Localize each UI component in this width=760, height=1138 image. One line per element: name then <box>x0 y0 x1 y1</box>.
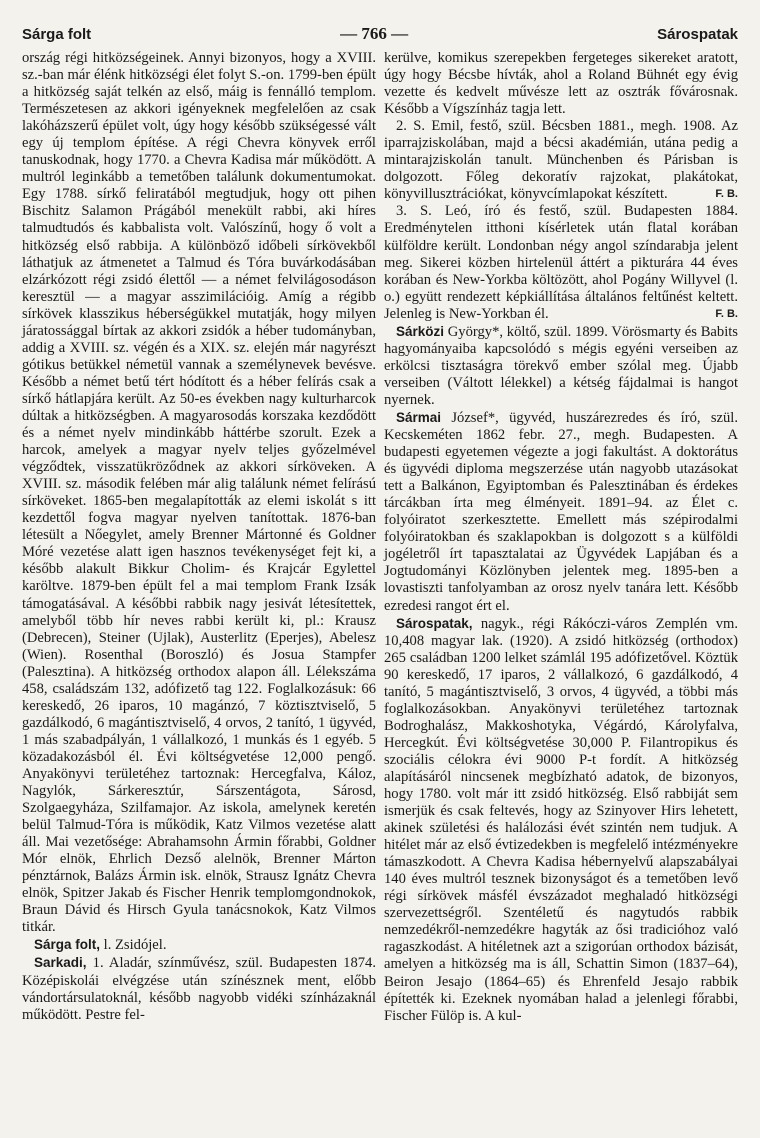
page-number: — 766 — <box>340 24 409 43</box>
entry-sarga-folt <box>22 936 376 954</box>
entry-sarkadi-continued: kerülve, komikus szerepekben fergeteges sikereket aratott, úgy hogy Bécsbe hívták, ahol a Roland Bühnét egy évig vezette és kedvelt művésze lett az osztrák fővárosnak. Később a Vígszínház tagja lett. <box>384 50 738 118</box>
entry-headword: Sármai <box>396 409 442 425</box>
left-column <box>22 50 376 1025</box>
author-signature: F. B. <box>715 307 738 320</box>
text-columns <box>22 50 738 1025</box>
author-signature: F. B. <box>715 188 738 201</box>
entry-text: 2. S. Emil, festő, szül. Bécsben 1881., megh. 1908. Az iparrajziskolában, majd a bécsi akadémián, utána pedig a mintarajziskolán tanult. Münchenben és Párisban is dolgozott. Főleg dekoratív rajzokat, plakátokat, könyvillusztrációkat, könyvcímlapokat készített. <box>384 118 738 203</box>
entry-text: 3. S. Leó, író és festő, szül. Budapesten 1884. Eredménytelen itthoni kísérletek után flatal korában külföldre került. Londonban négy angol színdarabja jelent meg. Sikerei közben hirtelenül áttért a pikturára 44 éves korában és New-Yorkba költözött, ahol Pogány Willyvel (l. o.) együtt rendezett képkiállítása általános feltűnést keltett. Jelenleg is New-Yorkban él. <box>384 203 738 322</box>
entry-text: György*, költő, szül. 1899. Vörösmarty és Babits hagyományaiba kapcsolódó s mégis egyéni verseiben az erkölcsi tisztaságra törekvő ember szólal meg. Újabb verseiben (Váltott lélekkel) a kétség fájdalmai is hangot nyernek. <box>384 323 738 408</box>
entry-sarkadi-leo <box>384 203 738 322</box>
entry-sarkadi-emil <box>384 118 738 203</box>
right-column <box>384 50 738 1025</box>
entry-text: l. Zsidójel. <box>100 937 167 954</box>
entry-sarkadi <box>22 954 376 1023</box>
paragraph-szekesfehervar-continued: ország régi hitközségeinek. Annyi bizonyos, hogy a XVIII. sz.-ban már élénk hitközségi élet folyt S.-on. 1799-ben épült a hitközség saját telkén az első, máig is fennálló templom. Természetesen az akkori igényeknek megfelelően az csak lakóházszerű épület volt, úgy hogy később szükségessé vált egy új templom építése. A régi Chevra könyvek erről tanuskodnak, hogy 1770. a Chevra Kadisa már működött. A multról leginkább a temetőben találunk dokumentumokat. Egy 1788. sírkő feliratából megtudjuk, hogy ott pihen Bischitz Salamon Prágából menekült rabbi, aki híres talmudtudós és kabbalista volt. Valószínű, hogy ő volt a hitközség első rabbija. A különböző időbeli sírkövekből láthatjuk az átmenetet a Talmud és Tóra buvárkodásában elzárkózott régi zsidó élettől — a német felvilágosodáson keresztül — a magyar asszimilációig. Amíg a régibb sírkövek klasszikus héberségükkel mutatják, hogy milyen járatossággal bírtak az akkori zsidók a héber tudományban, addig a XVIII. sz. végén és a XIX. sz. elején már nagyrészt gótikus betükkel németül vannak a személynevek bevésve. Később a német betű tért hódított és a héber felírás csak a sírkő hátlapjára került. Az 50-es években nagy kulturharcok dúltak a hitközségben. A magyarosodás korszaka kezdődött és a német nyelv mindinkább háttérbe szorult. Ezek a harcok, amelyek a magyar nyelv teljes győzelmével végződtek, visszatükröződnek az akkori sírköveken. A XVIII. sz. második felében már alig találunk német felírású sírköveket. 1865-ben megalapították az elemi iskolát s itt kezdettől fogva magyar nyelven tanítottak. 1876-ban létesült a Nőegylet, amely Brenner Mártonné és Goldner Móré vezetése alatt igen hasznos tevékenységet fejt ki, a később alakult Bikkur Cholim- és Krajcár Egylettel karöltve. 1879-ben épült fel a mai templom Frank Izsák támogatásával. A későbbi rabbik nagy jesivát létesítettek, amelyből több hír neves rabbi került ki, pl.: Krausz (Debrecen), Steiner (Ujlak), Austerlitz (Eperjes), Abelesz (Wien). Rosenthal (Boroszló) és Josua Stampfer (Palesztina). A hitközség orthodox alapon áll. Lélekszáma 458, családszám 132, adófizető tag 122. Foglalkozásuk: 66 kereskedő, 26 iparos, 10 magánzó, 7 köztisztviselő, 5 gazdálkodó, 6 magántisztviselő, 4 orvos, 2 tanító, 1 ügyvéd, 1 más szabadpályán, 1 vállalkozó, 1 munkás és 1 egyéb. 5 közadakozásból él. Évi költségvetése 12,000 pengő. Anyakönyvi területéhez tartoznak: Hercegfalva, Káloz, Nagylók, Sárkeresztúr, Sárszentágota, Sárosd, Szolgaegyháza, Szilfamajor. Az iskola, amelynek keretén belül Talmud-Tóra is működik, Katz Vilmos vezetése alatt áll. Mai vezetősége: Abrahamsohn Ármin főrabbi, Goldner Mór elnök, Ehrlich Dezső alelnök, Brenner Márton pénztárnok, Balázs Ármin isk. elnök, Strausz Ignátz Chevra elnök, Spitzer Jakab és Fischer Henrik templomgondnokok, Braun Dávid és Hirsch Gyula tanácsnokok, Katz Vilmos titkár. <box>22 50 376 936</box>
entry-headword: Sárga folt, <box>34 937 101 953</box>
entry-text: József*, ügyvéd, huszárezredes és író, szül. Kecskeméten 1862 febr. 27., megh. Budapesten. A budapesti egyetemen végezte a jogi fakultást. A doktorátus és ügyvédi diploma megszerzése után nagyobb utazásokat tett a Balkánon, Egyiptomban és Palesztinában és érdekes tárcákban írta meg élményeit. 1891–94. az Élet c. folyóiratot szerkesztette. Emellett más szépirodalmi folyóiratokban és szaklapokban is dolgozott s a külföldi jogéletről írt tapasztalatai az Ügyvédek Lapjában és a Jogtudományi Közlönyben jelentek meg. 1895-ben a lovastiszti tanfolyamban az orosz nyelv tanára lett. Később ezredesi rangot ért el. <box>384 409 738 614</box>
entry-headword: Sárközi <box>396 323 445 339</box>
entry-headword: Sárospatak, <box>396 615 473 631</box>
entry-headword: Sarkadi, <box>34 955 87 971</box>
entry-sarkozi <box>384 323 738 409</box>
running-header <box>22 24 738 46</box>
header-right-title: Sárospatak <box>657 26 738 43</box>
entry-text: nagyk., régi Rákóczi-város Zemplén vm. 10,408 magyar lak. (1920). A zsidó hitközség (orthodox) 265 családban 1200 lelket számlál 195 adófizetővel. Köztük 90 kereskedő, 17 iparos, 2 vállalkozó, 6 gazdálkodó, 4 tanító, 5 magántisztviselő, 3 orvos, 4 ügyvéd, a többi más foglalkozásokban. Anyakönyvi területéhez tartoznak Bodroghalász, Makkoshotyka, Végárdó, Károlyfalva, Hercegkút. Évi költségvetése 30,000 P. Filantropikus és szociális célokra évi 9000 P-t fordít. A hitközség alapításáról nincsenek megbízható adatok, de bizonyos, hogy 1780. volt már itt zsidó hitközség. Első rabbiját sem ismerjük és csak feltevés, hogy az Szinyover Hirs lehetett, akinek születési és halálozási évét szintén nem tudjuk. A hitélet már az első évtizedekben is megfelelő intézményekre támaszkodott. A Chevra Kadisa hébernyelvű alapszabályai 140 éves multról tesznek bizonyságot és a temetőben levő régi sírkövek másfél évszázadot meghaladó hitközségi szervezettségről. Szentéletű és nagytudós rabbik nemzedékről-nemzedékre hagyták az ősi tradicióhoz való ragaszkodást. A hitéletnek azt a szigorúan orthodox bázisát, amelyen a hitközség ma is áll, Schattin Simon (1837–64), Beiron Jesajo (1864–65) és Ehrenfeld Jesajo rabbik építették ki. Ezeknek nyomában halad a jelenlegi főrabbi, Fischer Fülöp is. A kul- <box>384 615 738 1024</box>
entry-sarmai <box>384 409 738 615</box>
entry-sarospatak <box>384 615 738 1025</box>
header-left-title: Sárga folt <box>22 26 92 43</box>
entry-text: 1. Aladár, színművész, szül. Budapesten 1874. Középiskolái elvégzése után színésznek ment, előbb vándortársulatoknál, később nagyobb vidéki színházaknál működött. Pestre fel- <box>22 955 376 1023</box>
